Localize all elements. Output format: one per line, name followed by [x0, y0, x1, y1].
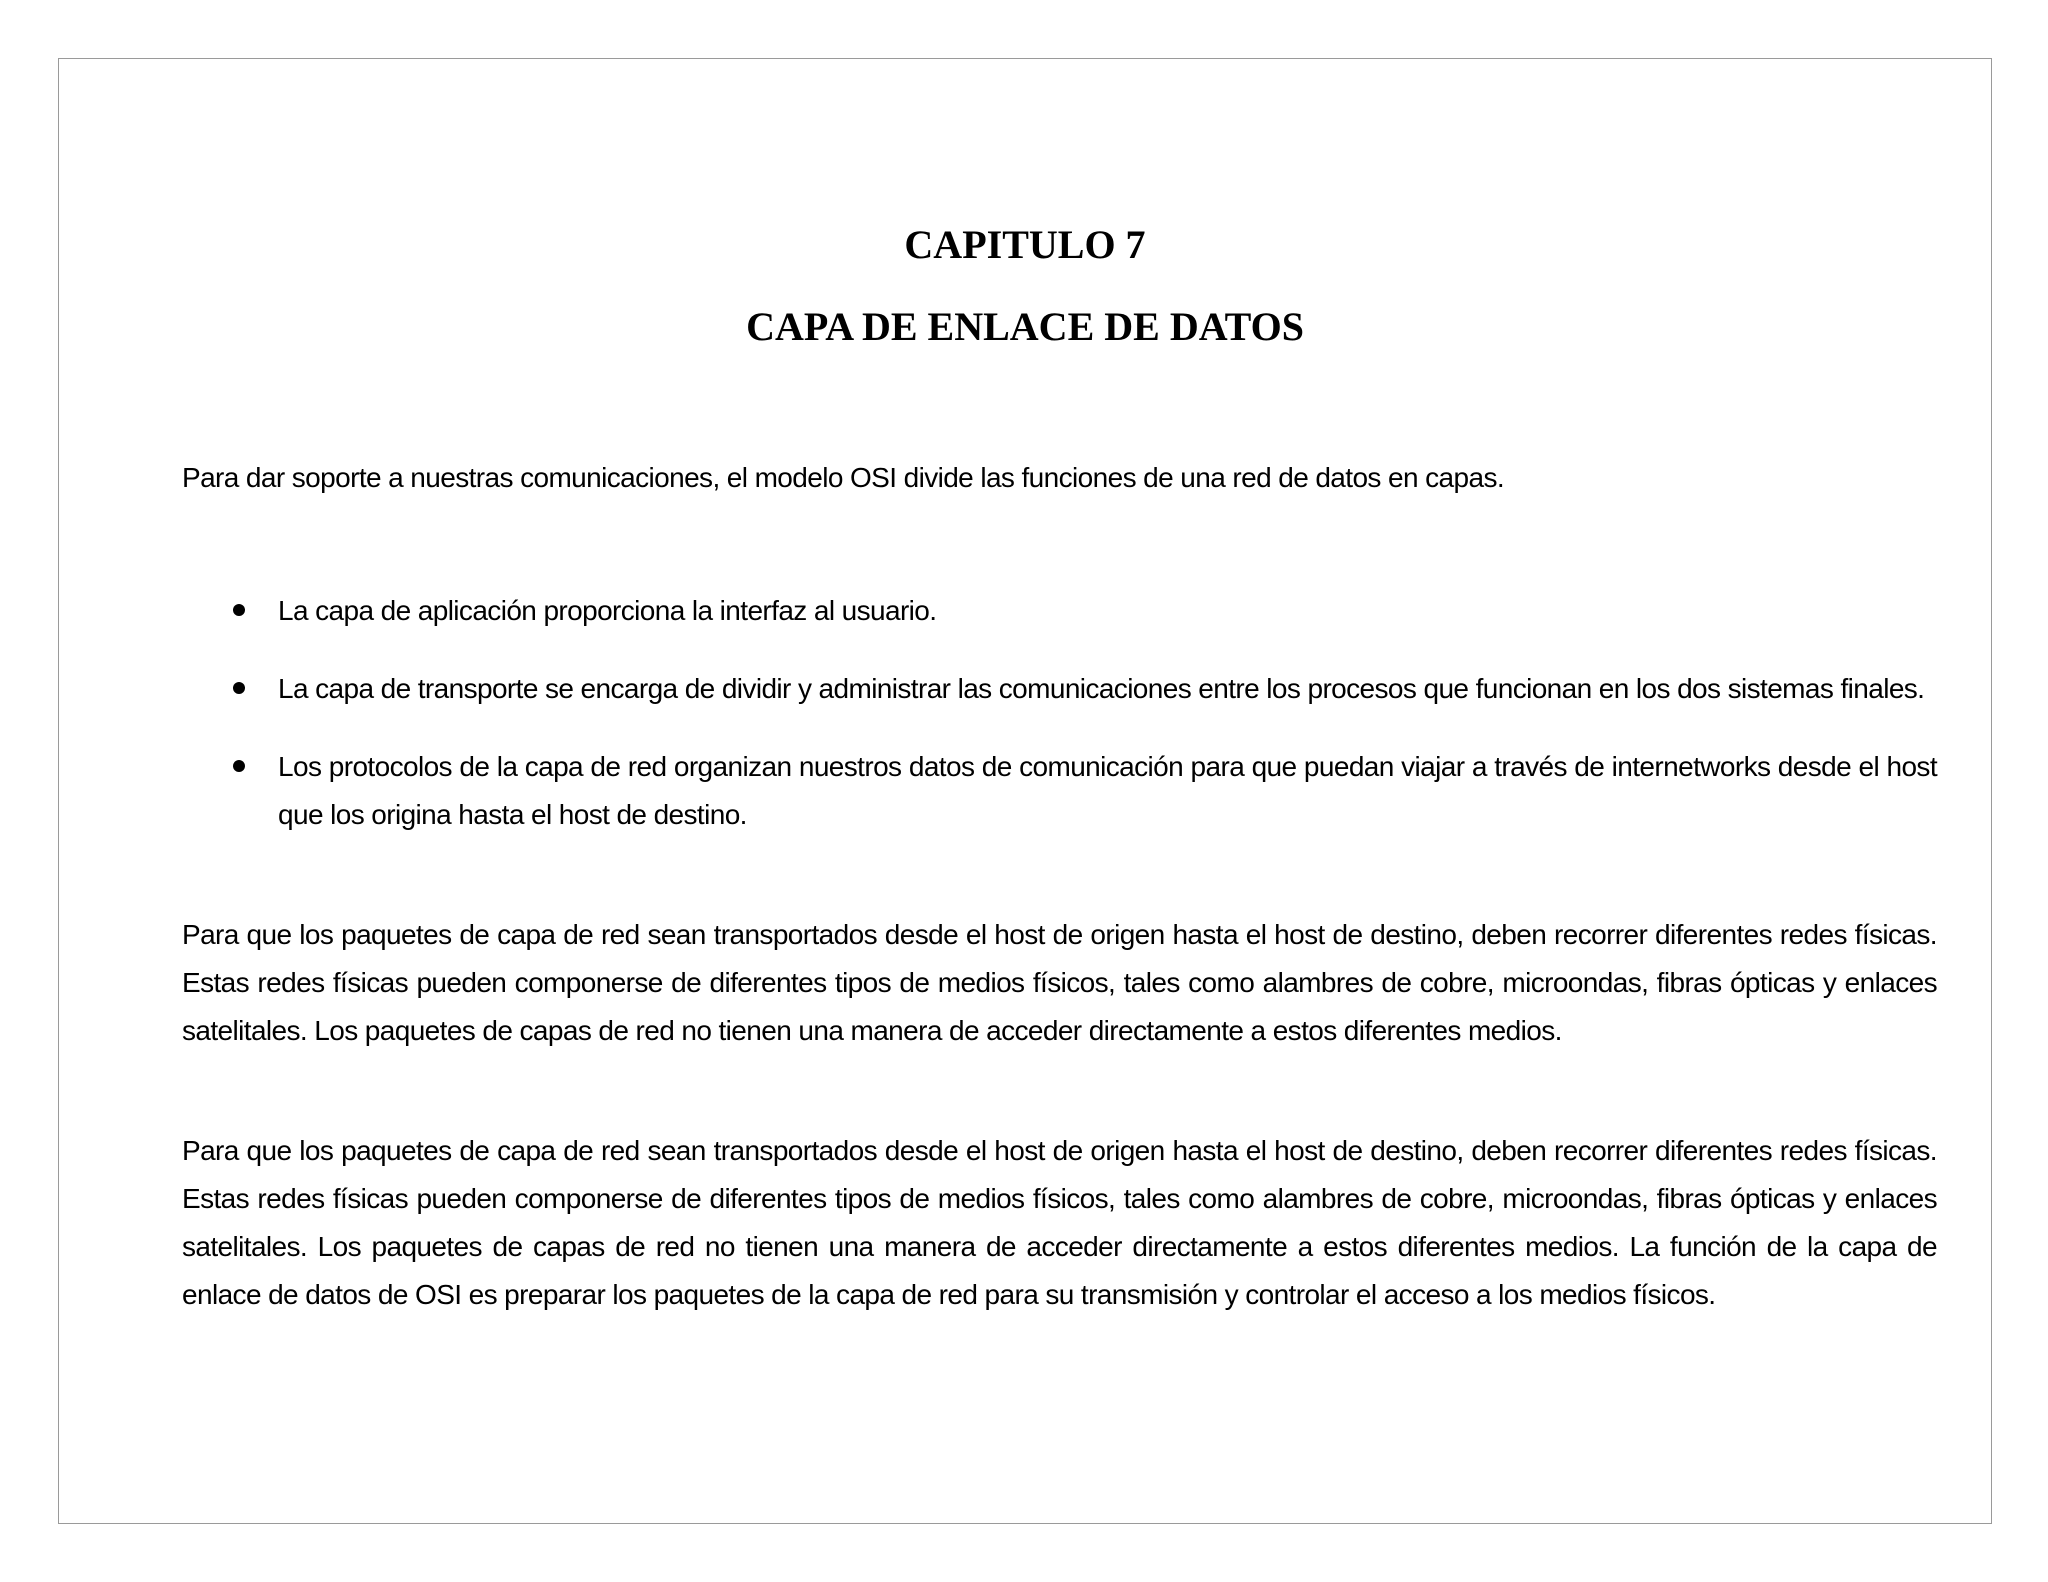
bullet-dot-icon — [233, 760, 245, 772]
paragraph-text: Para que los paquetes de capa de red sean transportados desde el host de origen hasta el host de destino, deben recorrer diferentes redes físicas. Estas redes físicas pueden componerse de diferentes tipos de medios físicos, tales como alambres de cobre, microondas, fibras ópticas y enlaces satelitales. Los paquetes de capas de red no tienen una manera de acceder directamente a estos diferentes medios. — [182, 919, 1937, 1046]
bullet-dot-icon — [233, 682, 245, 694]
bullet-item — [182, 743, 1937, 839]
bullet-dot-icon — [233, 604, 245, 616]
intro-paragraph — [182, 454, 1937, 502]
bullet-item — [182, 587, 1937, 635]
bullet-list — [182, 587, 1937, 869]
intro-text: Para dar soporte a nuestras comunicaciones, el modelo OSI divide las funciones de una red de datos en capas. — [182, 462, 1505, 493]
chapter-number: CAPITULO 7 — [904, 222, 1146, 267]
bullet-text: Los protocolos de la capa de red organizan nuestros datos de comunicación para que puedan viajar a través de internetworks desde el host que los origina hasta el host de destino. — [278, 751, 1937, 830]
bullet-text: La capa de aplicación proporciona la interfaz al usuario. — [278, 595, 937, 626]
bullet-text: La capa de transporte se encarga de dividir y administrar las comunicaciones entre los procesos que funcionan en los dos sistemas finales. — [278, 673, 1925, 704]
bullet-item — [182, 665, 1937, 713]
document-page — [58, 58, 1992, 1524]
body-paragraph-2 — [182, 1127, 1937, 1319]
chapter-title: CAPA DE ENLACE DE DATOS — [746, 304, 1304, 349]
paragraph-text: Para que los paquetes de capa de red sean transportados desde el host de origen hasta el host de destino, deben recorrer diferentes redes físicas. Estas redes físicas pueden componerse de diferentes tipos de medios físicos, tales como alambres de cobre, microondas, fibras ópticas y enlaces satelitales. Los paquetes de capas de red no tienen una manera de acceder directamente a estos diferentes medios. La función de la capa de enlace de datos de OSI es preparar los paquetes de la capa de red para su transmisión y controlar el acceso a los medios físicos. — [182, 1135, 1937, 1310]
body-paragraph-1 — [182, 911, 1937, 1055]
